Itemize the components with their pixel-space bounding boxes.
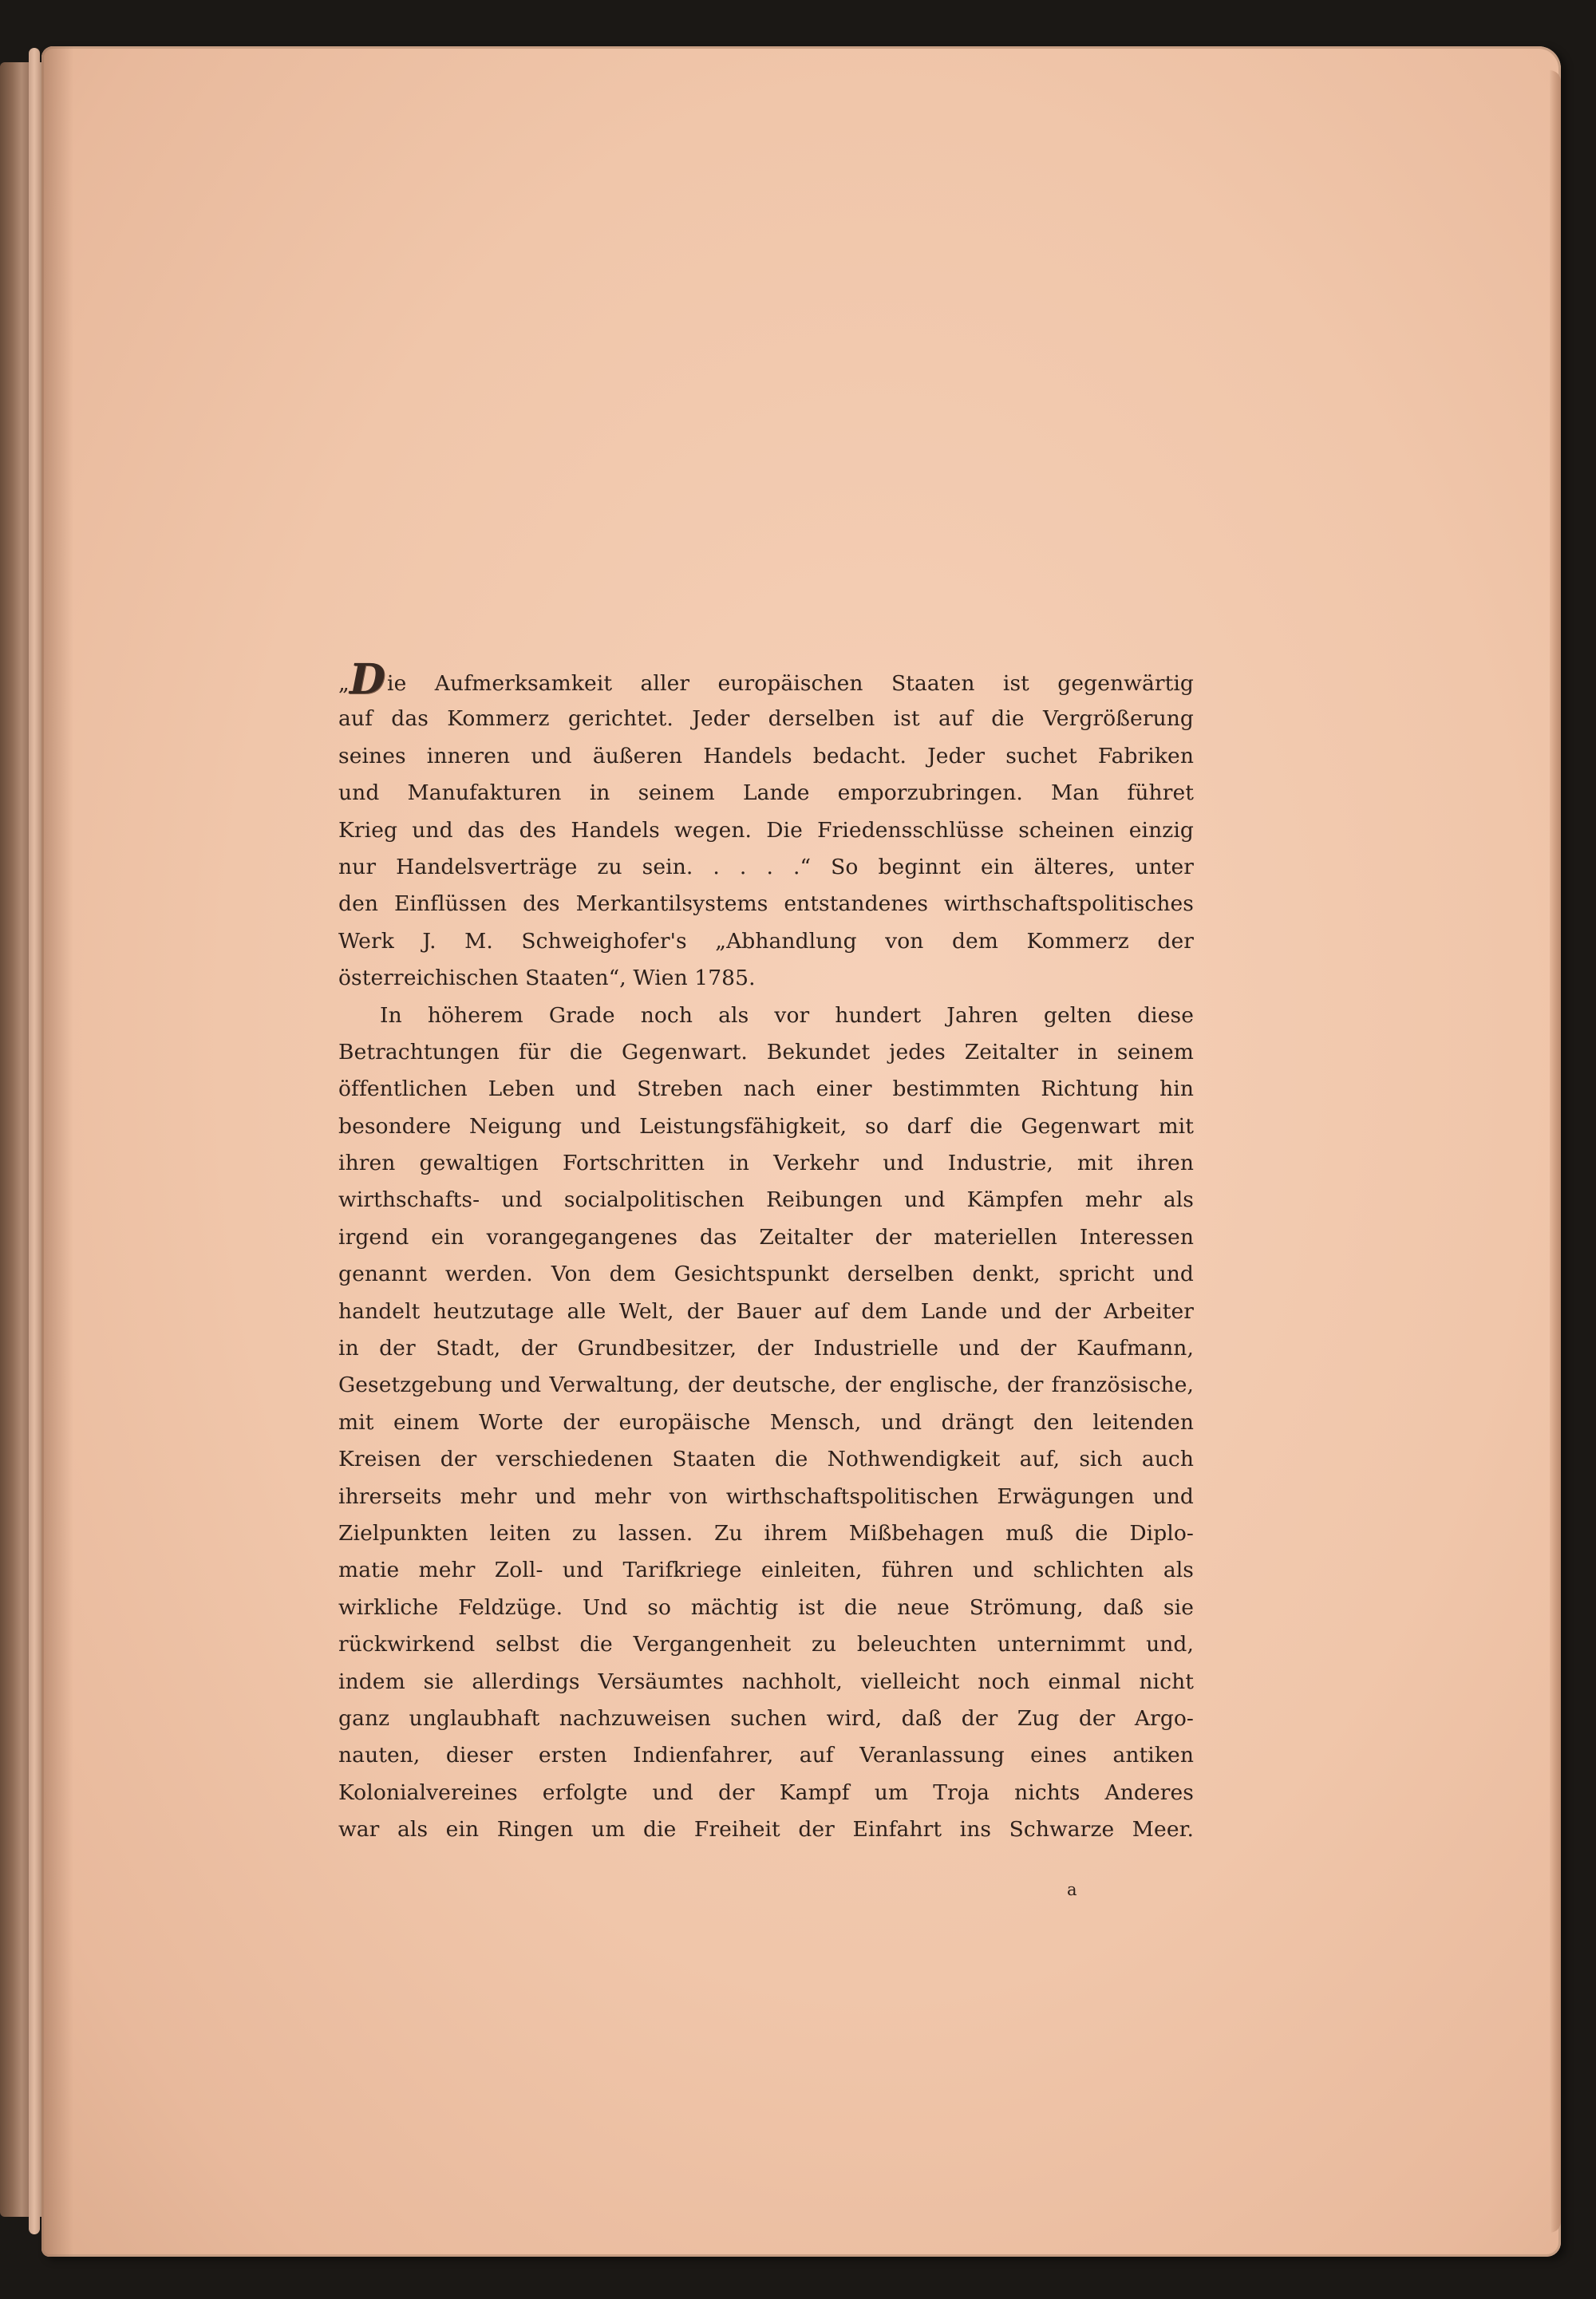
text-line-31: Kolonialvereines erfolgte und der Kampf um Troja nichts Anderes	[338, 1780, 1194, 1805]
opening-quote: „	[338, 671, 350, 696]
decorated-initial: D	[349, 655, 386, 704]
text-line-24: Zielpunkten leiten zu lassen. Zu ihrem Mißbehagen muß die Diplo-	[338, 1520, 1194, 1546]
text-line-14: ihren gewaltigen Fortschritten in Verkehr und Industrie, mit ihren	[338, 1151, 1194, 1176]
text-line-32: war als ein Ringen um die Freiheit der Einfahrt ins Schwarze Meer.	[338, 1817, 1194, 1843]
text-line-5: Krieg und das des Handels wegen. Die Friedensschlüsse scheinen einzig	[338, 817, 1194, 843]
text-line-4: und Manufakturen in seinem Lande emporzubringen. Man führet	[338, 780, 1194, 806]
text-line-13: besondere Neigung und Leistungsfähigkeit, so darf die Gegenwart mit	[338, 1113, 1194, 1139]
page-gutter-shadow	[41, 46, 73, 2257]
text-line-10: In höherem Grade noch als vor hundert Jahren gelten diese	[380, 1002, 1194, 1028]
text-line-29: ganz unglaubhaft nachzuweisen suchen wird, daß der Zug der Argo-	[338, 1705, 1194, 1731]
text-line-21: mit einem Worte der europäische Mensch, und drängt den leitenden	[338, 1409, 1194, 1435]
signature-mark: a	[1067, 1880, 1077, 1899]
text-line-26: wirkliche Feldzüge. Und so mächtig ist die neue Strömung, daß sie	[338, 1594, 1194, 1620]
text-line-1-rest: ie Aufmerksamkeit aller europäischen Staaten ist gegenwärtig	[387, 671, 1194, 696]
text-line-19: in der Stadt, der Grundbesitzer, der Industrielle und der Kaufmann,	[338, 1336, 1194, 1361]
text-line-23: ihrerseits mehr und mehr von wirthschaftspolitischen Erwägungen und	[338, 1483, 1194, 1509]
text-line-20: Gesetzgebung und Verwaltung, der deutsche, der englische, der französische,	[338, 1373, 1194, 1398]
page-right-edge	[1550, 70, 1561, 2233]
text-line-18: handelt heutzutage alle Welt, der Bauer auf dem Lande und der Arbeiter	[338, 1298, 1194, 1324]
body-text	[338, 655, 1194, 1849]
text-line-22: Kreisen der verschiedenen Staaten die Nothwendigkeit auf, sich auch	[338, 1447, 1194, 1472]
page-stack-binding	[0, 62, 48, 2217]
text-line-6: nur Handelsverträge zu sein. . . . .“ So beginnt ein älteres, unter	[338, 854, 1194, 879]
text-line-25: matie mehr Zoll- und Tarifkriege einleiten, führen und schlichten als	[338, 1558, 1194, 1583]
text-line-2: auf das Kommerz gerichtet. Jeder derselben ist auf die Vergrößerung	[338, 706, 1194, 732]
text-line-16: irgend ein vorangegangenes das Zeitalter der materiellen Interessen	[338, 1224, 1194, 1250]
text-line-1	[338, 655, 1194, 704]
text-line-11: Betrachtungen für die Gegenwart. Bekundet jedes Zeitalter in seinem	[338, 1039, 1194, 1065]
text-line-3: seines inneren und äußeren Handels bedacht. Jeder suchet Fabriken	[338, 743, 1194, 768]
text-line-15: wirthschafts- und socialpolitischen Reibungen und Kämpfen mehr als	[338, 1187, 1194, 1213]
text-line-12: öffentlichen Leben und Streben nach einer bestimmten Richtung hin	[338, 1076, 1194, 1102]
text-line-28: indem sie allerdings Versäumtes nachholt, vielleicht noch einmal nicht	[338, 1669, 1194, 1694]
text-line-27: rückwirkend selbst die Vergangenheit zu beleuchten unternimmt und,	[338, 1632, 1194, 1657]
text-line-8: Werk J. M. Schweighofer's „Abhandlung von dem Kommerz der	[338, 928, 1194, 954]
text-line-9: österreichischen Staaten“, Wien 1785.	[338, 966, 756, 991]
text-line-7: den Einflüssen des Merkantilsystems entstandenes wirthschaftspolitisches	[338, 891, 1194, 917]
page-stack-edge	[29, 48, 40, 2234]
text-line-30: nauten, dieser ersten Indienfahrer, auf Veranlassung eines antiken	[338, 1743, 1194, 1768]
text-line-17: genannt werden. Von dem Gesichtspunkt derselben denkt, spricht und	[338, 1262, 1194, 1287]
